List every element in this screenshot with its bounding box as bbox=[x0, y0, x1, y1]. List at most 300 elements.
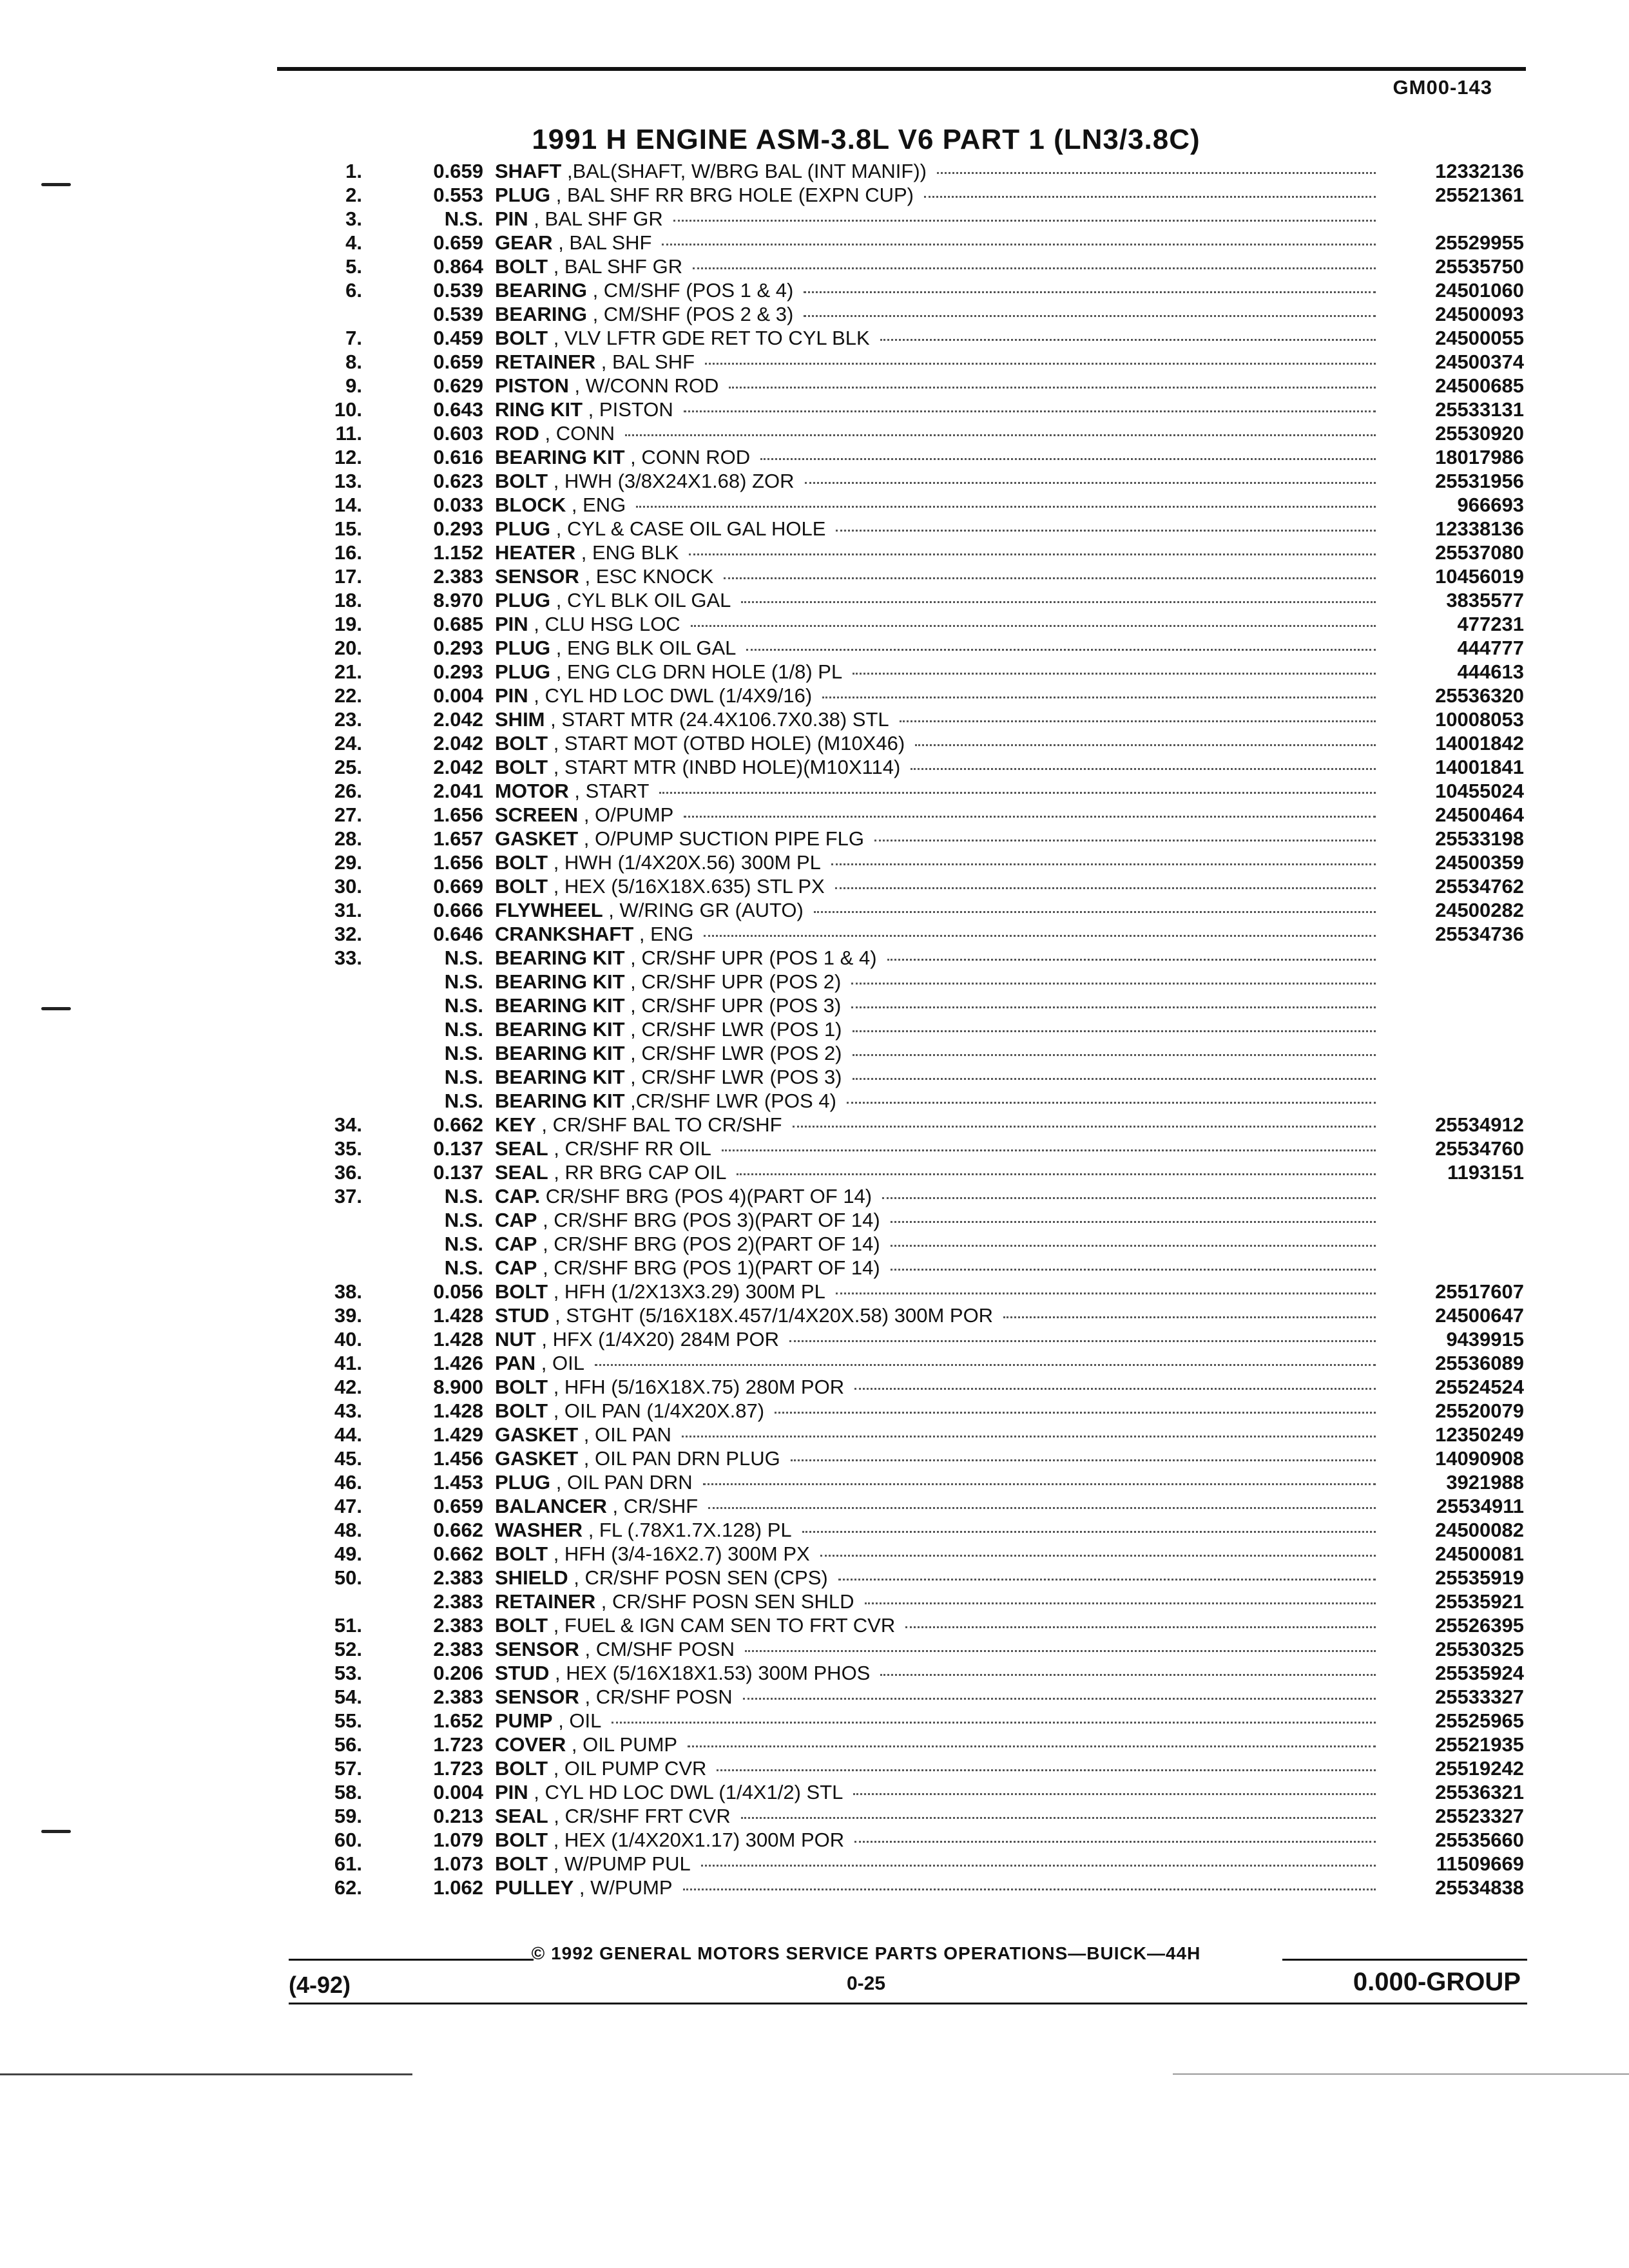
part-description bbox=[495, 947, 1389, 970]
header-rule bbox=[277, 67, 1526, 71]
part-detail: ENG CLG DRN HOLE (1/8) PL bbox=[566, 660, 843, 683]
part-row bbox=[284, 1470, 1524, 1494]
dot-leader bbox=[891, 1245, 1376, 1247]
part-catalog-code: N.S. bbox=[444, 1232, 483, 1255]
part-detail: BAL SHF bbox=[569, 231, 652, 254]
part-row bbox=[284, 1232, 1524, 1256]
part-separator: , bbox=[624, 1041, 642, 1064]
part-row bbox=[284, 1423, 1524, 1446]
part-detail: OIL PUMP CVR bbox=[564, 1756, 707, 1780]
part-row bbox=[284, 1399, 1524, 1423]
part-row bbox=[284, 1208, 1524, 1232]
part-number: 14001841 bbox=[1435, 755, 1524, 778]
part-catalog-code: 0.137 bbox=[433, 1137, 483, 1160]
part-number: 444777 bbox=[1457, 636, 1524, 659]
part-description bbox=[495, 1137, 1389, 1160]
part-catalog-code: 0.662 bbox=[433, 1542, 483, 1565]
parts-list bbox=[284, 159, 1524, 1899]
part-separator: , bbox=[548, 1160, 565, 1184]
part-number: 25531956 bbox=[1435, 469, 1524, 492]
part-detail: OIL PAN (1/4X20X.87) bbox=[564, 1399, 765, 1422]
part-name: RETAINER bbox=[495, 1590, 596, 1613]
part-catalog-code: 2.041 bbox=[433, 779, 483, 802]
part-number: 24500081 bbox=[1435, 1542, 1524, 1565]
part-description bbox=[495, 1686, 1389, 1709]
part-name: GASKET bbox=[495, 827, 579, 850]
part-separator: , bbox=[595, 1590, 612, 1613]
dot-leader bbox=[911, 768, 1376, 770]
part-catalog-code: 2.042 bbox=[433, 755, 483, 778]
part-number: 25525965 bbox=[1435, 1709, 1524, 1732]
part-separator: , bbox=[578, 803, 595, 826]
part-catalog-code: N.S. bbox=[444, 994, 483, 1017]
part-separator: , bbox=[595, 350, 612, 373]
part-name: BEARING KIT bbox=[495, 445, 625, 468]
part-ref-number: 10. bbox=[334, 398, 362, 421]
part-ref-number: 19. bbox=[334, 612, 362, 635]
part-separator: , bbox=[579, 1637, 596, 1660]
part-catalog-code: 0.629 bbox=[433, 374, 483, 397]
part-number: 25517607 bbox=[1435, 1280, 1524, 1303]
part-row bbox=[284, 374, 1524, 398]
part-detail: HWH (3/8X24X1.68) ZOR bbox=[564, 469, 795, 492]
part-name: BEARING KIT bbox=[495, 946, 625, 969]
part-name: SCREEN bbox=[495, 803, 579, 826]
part-ref-number: 38. bbox=[334, 1280, 362, 1303]
part-ref-number: 33. bbox=[334, 946, 362, 969]
part-catalog-code: 1.453 bbox=[433, 1470, 483, 1494]
part-number: 25535921 bbox=[1435, 1590, 1524, 1613]
part-detail: HEX (1/4X20X1.17) 300M POR bbox=[564, 1828, 845, 1851]
part-row bbox=[284, 1852, 1524, 1876]
scan-edge-rule bbox=[1173, 2073, 1629, 2075]
part-detail: VLV LFTR GDE RET TO CYL BLK bbox=[564, 326, 870, 349]
part-ref-number: 11. bbox=[335, 421, 362, 445]
part-description bbox=[495, 184, 1389, 207]
part-name: BEARING KIT bbox=[495, 994, 625, 1017]
dot-leader bbox=[882, 1197, 1376, 1199]
part-catalog-code: 1.656 bbox=[433, 850, 483, 874]
part-number: 24500359 bbox=[1435, 850, 1524, 874]
part-description bbox=[495, 374, 1389, 398]
part-ref-number: 29. bbox=[334, 850, 362, 874]
part-ref-number: 48. bbox=[334, 1518, 362, 1541]
part-description bbox=[495, 1018, 1389, 1041]
part-detail: CR/SHF BRG (POS 2)(PART OF 14) bbox=[554, 1232, 880, 1255]
part-description bbox=[495, 1328, 1389, 1351]
part-detail: BAL SHF bbox=[612, 350, 695, 373]
part-ref-number: 20. bbox=[334, 636, 362, 659]
part-catalog-code: 8.970 bbox=[433, 588, 483, 611]
part-description bbox=[495, 684, 1389, 707]
part-catalog-code: 0.659 bbox=[433, 1494, 483, 1517]
part-name: CAP. bbox=[495, 1184, 541, 1207]
part-separator: , bbox=[548, 1399, 564, 1422]
part-number: 444613 bbox=[1457, 660, 1524, 683]
part-number: 25534736 bbox=[1435, 922, 1524, 945]
part-separator: , bbox=[550, 588, 567, 611]
part-description bbox=[495, 1542, 1389, 1566]
part-catalog-code: 1.152 bbox=[433, 541, 483, 564]
part-ref-number: 9. bbox=[345, 374, 362, 397]
part-detail: CYL HD LOC DWL (1/4X1/2) STL bbox=[545, 1780, 843, 1803]
dot-leader bbox=[741, 601, 1376, 603]
part-detail: W/CONN ROD bbox=[585, 374, 719, 397]
part-description bbox=[495, 446, 1389, 469]
part-description bbox=[495, 1590, 1389, 1613]
part-separator: , bbox=[548, 1613, 564, 1637]
part-name: BEARING bbox=[495, 302, 587, 325]
part-detail: CR/SHF UPR (POS 1 & 4) bbox=[641, 946, 877, 969]
part-number: 24500055 bbox=[1435, 326, 1524, 349]
part-description bbox=[495, 470, 1389, 493]
part-separator: , bbox=[550, 183, 567, 206]
part-row bbox=[284, 1709, 1524, 1733]
part-name: BEARING KIT bbox=[495, 1089, 625, 1112]
dot-leader bbox=[838, 1579, 1376, 1581]
part-detail: O/PUMP bbox=[595, 803, 674, 826]
part-ref-number: 17. bbox=[334, 564, 362, 588]
part-detail: W/PUMP bbox=[590, 1876, 673, 1899]
part-name: GASKET bbox=[495, 1423, 579, 1446]
part-ref-number: 51. bbox=[334, 1613, 362, 1637]
dot-leader bbox=[684, 816, 1376, 818]
part-ref-number: 37. bbox=[334, 1184, 362, 1207]
part-description bbox=[495, 303, 1389, 326]
part-name: PIN bbox=[495, 207, 528, 230]
part-catalog-code: 0.137 bbox=[433, 1160, 483, 1184]
part-name: GEAR bbox=[495, 231, 553, 254]
part-description bbox=[495, 1042, 1389, 1065]
part-catalog-code: 0.004 bbox=[433, 1780, 483, 1803]
part-catalog-code: 1.062 bbox=[433, 1876, 483, 1899]
part-row bbox=[284, 469, 1524, 493]
part-name: BEARING KIT bbox=[495, 970, 625, 993]
part-description bbox=[495, 732, 1389, 755]
part-detail: OIL PAN DRN bbox=[566, 1470, 693, 1494]
dot-leader bbox=[746, 649, 1376, 651]
part-number: 25529955 bbox=[1435, 231, 1524, 254]
part-description bbox=[495, 1876, 1389, 1899]
part-number: 25534911 bbox=[1436, 1494, 1524, 1517]
part-separator: , bbox=[586, 278, 604, 302]
part-separator: , bbox=[624, 946, 642, 969]
part-row bbox=[284, 755, 1524, 779]
part-separator: , bbox=[528, 612, 545, 635]
footer-rule-bottom bbox=[289, 2003, 1527, 2004]
part-catalog-code: 0.659 bbox=[433, 231, 483, 254]
part-separator: , bbox=[548, 469, 564, 492]
part-number: 25530325 bbox=[1435, 1637, 1524, 1660]
part-separator: , bbox=[548, 255, 564, 278]
part-catalog-code: 0.623 bbox=[433, 469, 483, 492]
part-detail: CONN bbox=[555, 421, 615, 445]
part-catalog-code: 1.073 bbox=[433, 1852, 483, 1875]
part-catalog-code: 0.666 bbox=[433, 898, 483, 921]
part-number: 12350249 bbox=[1435, 1423, 1524, 1446]
part-detail: FL (.78X1.7X.128) PL bbox=[599, 1518, 792, 1541]
part-catalog-code: 1.428 bbox=[433, 1303, 483, 1327]
part-detail: CONN ROD bbox=[641, 445, 751, 468]
part-separator: , bbox=[602, 898, 620, 921]
part-number: 18017986 bbox=[1435, 445, 1524, 468]
part-number: 11509669 bbox=[1436, 1852, 1524, 1875]
dot-leader bbox=[789, 1340, 1376, 1342]
part-row bbox=[284, 1590, 1524, 1613]
part-name: BEARING KIT bbox=[495, 1041, 625, 1064]
part-number: 25520079 bbox=[1435, 1399, 1524, 1422]
part-name: SEAL bbox=[495, 1160, 548, 1184]
dot-leader bbox=[659, 792, 1376, 794]
part-number: 24500464 bbox=[1435, 803, 1524, 826]
part-row bbox=[284, 1065, 1524, 1089]
part-catalog-code: 0.539 bbox=[433, 278, 483, 302]
part-catalog-code: 0.004 bbox=[433, 684, 483, 707]
part-number: 25535919 bbox=[1435, 1566, 1524, 1589]
part-detail: CR/SHF FRT CVR bbox=[564, 1804, 731, 1827]
scan-mark bbox=[41, 1007, 71, 1010]
dot-leader bbox=[805, 482, 1376, 484]
footer-group: 0.000-GROUP bbox=[1353, 1968, 1521, 1996]
part-catalog-code: 0.864 bbox=[433, 255, 483, 278]
part-catalog-code: 0.669 bbox=[433, 874, 483, 898]
part-ref-number: 59. bbox=[334, 1804, 362, 1827]
part-row bbox=[284, 1375, 1524, 1399]
part-name: SHIM bbox=[495, 707, 545, 731]
part-ref-number: 13. bbox=[334, 469, 362, 492]
part-ref-number: 16. bbox=[334, 541, 362, 564]
part-name: SHAFT bbox=[495, 159, 562, 182]
part-detail: ENG BLK OIL GAL bbox=[566, 636, 737, 659]
part-catalog-code: 1.652 bbox=[433, 1709, 483, 1732]
part-name: PLUG bbox=[495, 517, 551, 540]
part-number: 9439915 bbox=[1446, 1327, 1524, 1350]
part-name: BOLT bbox=[495, 469, 548, 492]
part-row bbox=[284, 1780, 1524, 1804]
part-description bbox=[495, 970, 1389, 994]
part-description bbox=[495, 207, 1389, 231]
part-row bbox=[284, 398, 1524, 421]
part-catalog-code: 2.383 bbox=[433, 564, 483, 588]
dot-leader bbox=[900, 720, 1376, 722]
part-catalog-code: N.S. bbox=[444, 1041, 483, 1064]
part-name: BALANCER bbox=[495, 1494, 607, 1517]
part-description bbox=[495, 1233, 1389, 1256]
part-description bbox=[495, 923, 1389, 946]
part-name: ROD bbox=[495, 421, 539, 445]
part-row bbox=[284, 1160, 1524, 1184]
part-name: CAP bbox=[495, 1256, 537, 1279]
part-row bbox=[284, 1446, 1524, 1470]
part-catalog-code: 1.428 bbox=[433, 1327, 483, 1350]
part-number: 25519242 bbox=[1435, 1756, 1524, 1780]
part-separator: , bbox=[552, 231, 570, 254]
part-description bbox=[495, 1852, 1389, 1876]
part-ref-number: 25. bbox=[334, 755, 362, 778]
part-separator: , bbox=[537, 1232, 554, 1255]
part-separator: , bbox=[528, 684, 545, 707]
part-ref-number: 28. bbox=[334, 827, 362, 850]
dot-leader bbox=[708, 1507, 1376, 1509]
part-ref-number: 36. bbox=[334, 1160, 362, 1184]
part-name: BOLT bbox=[495, 255, 548, 278]
part-row bbox=[284, 1351, 1524, 1375]
part-number: 25536320 bbox=[1435, 684, 1524, 707]
part-ref-number: 31. bbox=[334, 898, 362, 921]
part-name: COVER bbox=[495, 1733, 566, 1756]
part-name: BOLT bbox=[495, 874, 548, 898]
part-number: 25533327 bbox=[1435, 1685, 1524, 1708]
part-catalog-code: N.S. bbox=[444, 207, 483, 230]
part-name: SENSOR bbox=[495, 564, 579, 588]
part-description bbox=[495, 1399, 1389, 1423]
part-row bbox=[284, 1494, 1524, 1518]
part-number: 25521361 bbox=[1435, 183, 1524, 206]
part-number: 24500647 bbox=[1435, 1303, 1524, 1327]
part-separator: , bbox=[574, 1876, 591, 1899]
dot-leader bbox=[937, 172, 1376, 174]
dot-leader bbox=[853, 1078, 1376, 1080]
part-detail: ENG bbox=[650, 922, 694, 945]
part-name: BOLT bbox=[495, 1399, 548, 1422]
part-detail: CR/SHF UPR (POS 2) bbox=[641, 970, 842, 993]
dot-leader bbox=[853, 1030, 1376, 1032]
part-number: 24500685 bbox=[1435, 374, 1524, 397]
part-name: PLUG bbox=[495, 588, 551, 611]
part-separator: , bbox=[579, 564, 596, 588]
part-separator: , bbox=[624, 994, 642, 1017]
part-separator: , bbox=[575, 541, 592, 564]
part-ref-number: 26. bbox=[334, 779, 362, 802]
part-separator: , bbox=[528, 207, 545, 230]
part-description bbox=[495, 1376, 1389, 1399]
part-description bbox=[495, 1733, 1389, 1756]
part-ref-number: 52. bbox=[334, 1637, 362, 1660]
part-description bbox=[495, 780, 1389, 803]
part-number: 966693 bbox=[1457, 493, 1524, 516]
part-name: NUT bbox=[495, 1327, 536, 1350]
part-detail: CR/SHF POSN SEN (CPS) bbox=[584, 1566, 828, 1589]
part-ref-number: 18. bbox=[334, 588, 362, 611]
part-name: PLUG bbox=[495, 660, 551, 683]
part-detail: CM/SHF (POS 1 & 4) bbox=[603, 278, 794, 302]
part-detail: HFX (1/4X20) 284M POR bbox=[552, 1327, 780, 1350]
part-row bbox=[284, 1113, 1524, 1137]
part-separator: , bbox=[535, 1327, 553, 1350]
part-catalog-code: N.S. bbox=[444, 1017, 483, 1041]
scan-mark bbox=[41, 183, 71, 186]
part-description bbox=[495, 1829, 1389, 1852]
part-name: SEAL bbox=[495, 1804, 548, 1827]
part-name: PIN bbox=[495, 1780, 528, 1803]
part-catalog-code: 1.428 bbox=[433, 1399, 483, 1422]
dot-leader bbox=[891, 1269, 1376, 1271]
part-ref-number: 40. bbox=[334, 1327, 362, 1350]
part-description bbox=[495, 1495, 1389, 1518]
part-catalog-code: 0.539 bbox=[433, 302, 483, 325]
part-description bbox=[495, 494, 1389, 517]
part-name: GASKET bbox=[495, 1446, 579, 1470]
part-catalog-code: N.S. bbox=[444, 1089, 483, 1112]
part-row bbox=[284, 1661, 1524, 1685]
dot-leader bbox=[874, 840, 1376, 841]
dot-leader bbox=[673, 220, 1376, 222]
part-ref-number: 6. bbox=[345, 278, 362, 302]
part-separator: , bbox=[550, 636, 567, 659]
part-name: SENSOR bbox=[495, 1637, 579, 1660]
part-description bbox=[495, 1304, 1389, 1327]
part-number: 10456019 bbox=[1435, 564, 1524, 588]
part-ref-number: 46. bbox=[334, 1470, 362, 1494]
part-detail: OIL bbox=[552, 1351, 584, 1374]
part-name: CAP bbox=[495, 1232, 537, 1255]
part-description bbox=[495, 1280, 1389, 1303]
part-catalog-code: 0.662 bbox=[433, 1518, 483, 1541]
footer-copyright: © 1992 GENERAL MOTORS SERVICE PARTS OPERATIONS—BUICK—44H bbox=[531, 1943, 1201, 1963]
dot-leader bbox=[836, 1293, 1376, 1294]
part-name: PIN bbox=[495, 684, 528, 707]
part-detail: CR/SHF UPR (POS 3) bbox=[641, 994, 842, 1017]
part-description bbox=[495, 1185, 1389, 1208]
part-row bbox=[284, 827, 1524, 850]
part-row bbox=[284, 1804, 1524, 1828]
part-name: STUD bbox=[495, 1661, 550, 1684]
part-catalog-code: 0.616 bbox=[433, 445, 483, 468]
part-row bbox=[284, 445, 1524, 469]
part-separator: , bbox=[578, 827, 595, 850]
part-name: BOLT bbox=[495, 755, 548, 778]
part-ref-number: 22. bbox=[334, 684, 362, 707]
dot-leader bbox=[760, 458, 1376, 460]
part-separator: , bbox=[568, 779, 586, 802]
dot-leader bbox=[854, 1388, 1376, 1390]
part-ref-number: 56. bbox=[334, 1733, 362, 1756]
part-detail: HFH (1/2X13X3.29) 300M PL bbox=[564, 1280, 825, 1303]
part-detail: FUEL & IGN CAM SEN TO FRT CVR bbox=[564, 1613, 896, 1637]
part-name: BOLT bbox=[495, 850, 548, 874]
part-catalog-code: N.S. bbox=[444, 1065, 483, 1088]
dot-leader bbox=[704, 935, 1376, 937]
part-ref-number: 14. bbox=[334, 493, 362, 516]
part-detail: BAL SHF GR bbox=[564, 255, 683, 278]
dot-leader bbox=[905, 1626, 1376, 1628]
part-row bbox=[284, 1876, 1524, 1899]
part-ref-number: 23. bbox=[334, 707, 362, 731]
part-name: BOLT bbox=[495, 326, 548, 349]
part-name: PULLEY bbox=[495, 1876, 574, 1899]
part-name: MOTOR bbox=[495, 779, 569, 802]
part-detail: HEX (5/16X18X.635) STL PX bbox=[564, 874, 825, 898]
part-description bbox=[495, 994, 1389, 1017]
part-number: 10008053 bbox=[1435, 707, 1524, 731]
part-row bbox=[284, 421, 1524, 445]
dot-leader bbox=[705, 363, 1376, 365]
part-description bbox=[495, 279, 1389, 302]
part-catalog-code: 2.383 bbox=[433, 1685, 483, 1708]
part-detail: ESC KNOCK bbox=[595, 564, 714, 588]
part-detail: W/RING GR (AUTO) bbox=[619, 898, 804, 921]
part-description bbox=[495, 613, 1389, 636]
part-name: PISTON bbox=[495, 374, 569, 397]
part-ref-number: 4. bbox=[345, 231, 362, 254]
part-row bbox=[284, 1613, 1524, 1637]
part-detail: CLU HSG LOC bbox=[545, 612, 680, 635]
part-catalog-code: 0.659 bbox=[433, 159, 483, 182]
part-separator: , bbox=[550, 1470, 567, 1494]
part-name: BEARING KIT bbox=[495, 1017, 625, 1041]
part-row bbox=[284, 1256, 1524, 1280]
part-ref-number: 27. bbox=[334, 803, 362, 826]
